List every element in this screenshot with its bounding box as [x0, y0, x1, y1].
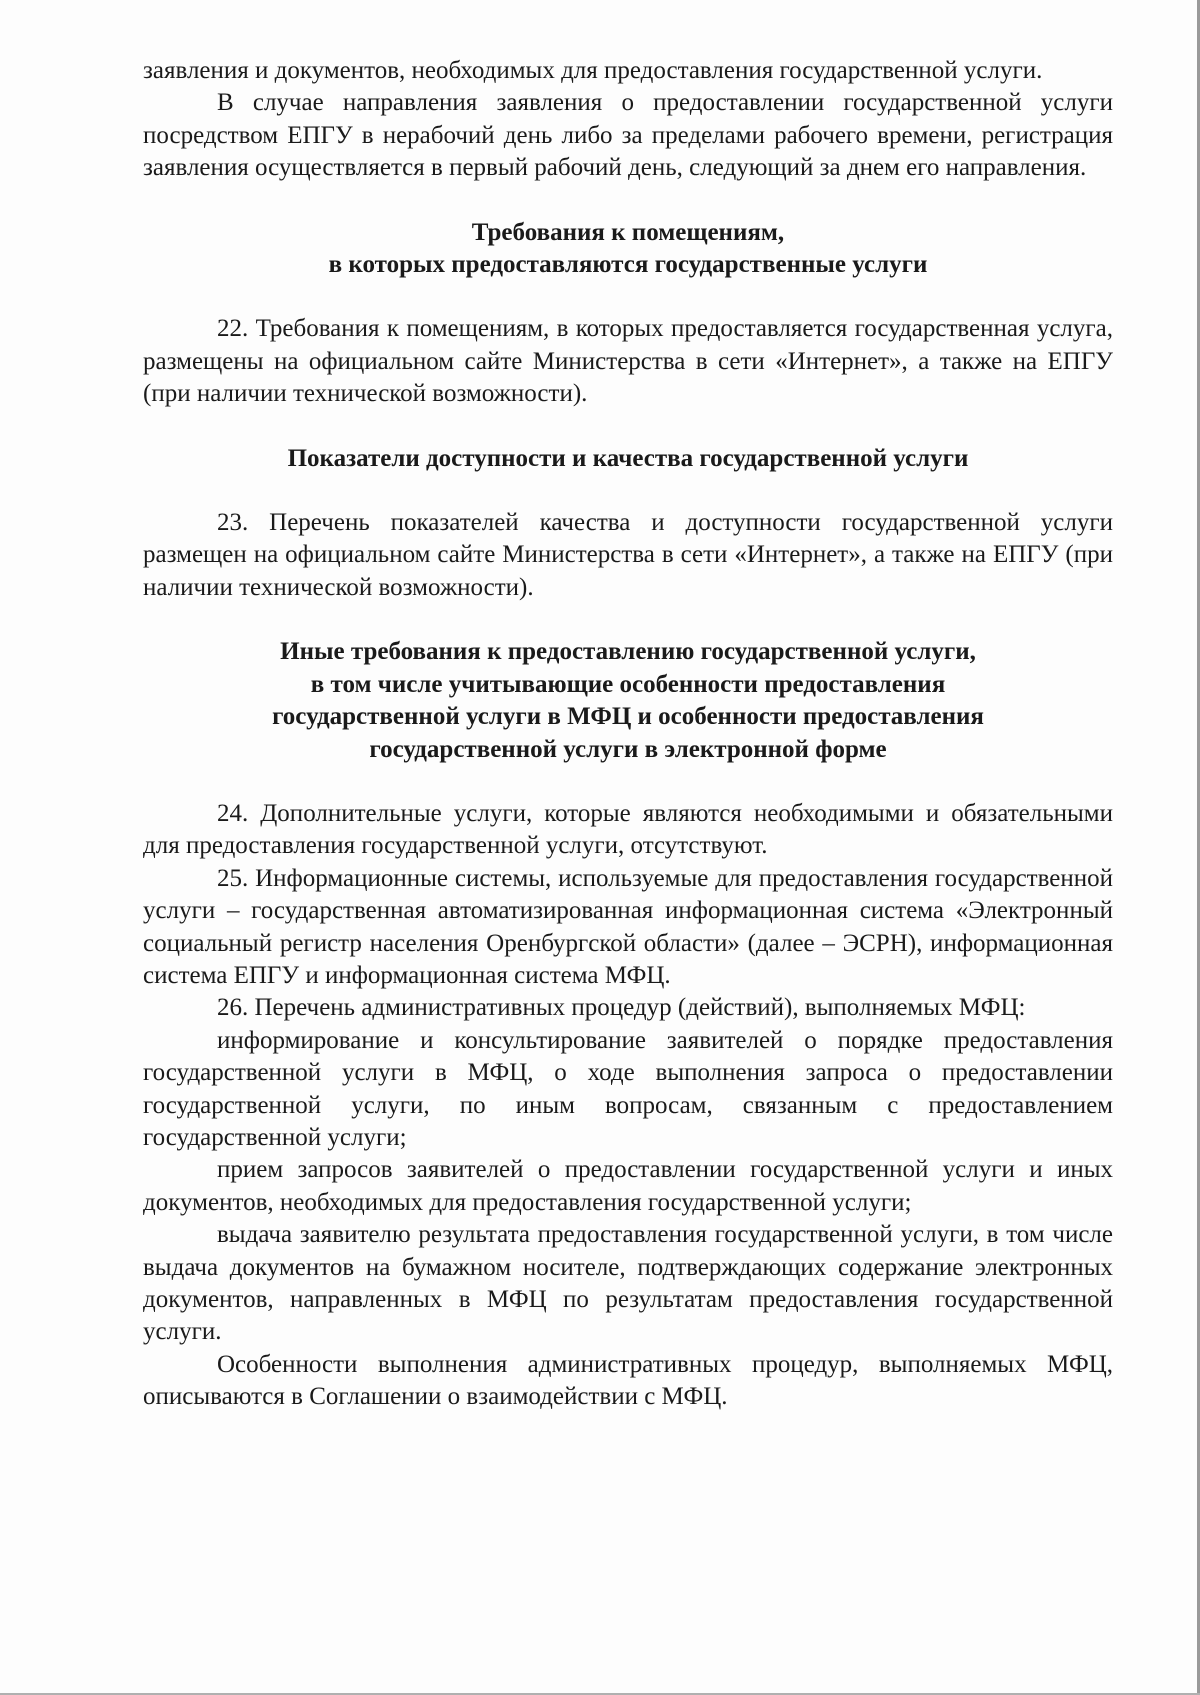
heading-premises-requirements — [143, 217, 1113, 282]
paragraph-procedure-features: Особенности выполнения административных процедур, выполняемых МФЦ, описываются в Соглашении о взаимодействии с МФЦ. — [143, 1350, 1113, 1411]
paragraph-epgu-registration: В случае направления заявления о предоставлении государственной услуги посредством ЕПГУ в нерабочий день либо за пределами рабочего времени, регистрация заявления осуществляется в первый рабочий день, следующий за днем его направления. — [143, 89, 1113, 182]
heading-other-line-3: государственной услуги в МФЦ и особенности предоставления — [272, 703, 984, 731]
paragraph-intro-tail: заявления и документов, необходимых для предоставления государственной услуги. — [143, 57, 1043, 84]
list-item-26-reception: прием запросов заявителей о предоставлении государственной услуги и иных документов, необходимых для предоставления государственной услуги; — [143, 1156, 1113, 1216]
paragraph-25: 25. Информационные системы, используемые для предоставления государственной услуги – государственная автоматизированная информационная система «Электронный социальный регистр населения Оренбургской области» (далее – ЭСРН), информационная система ЕПГУ и информационная система МФЦ. — [143, 864, 1113, 989]
heading-other-line-1: Иные требования к предоставлению государственной услуги, — [280, 638, 976, 666]
heading-other-line-4: государственной услуги в электронной форме — [369, 735, 887, 763]
heading-premises-line-2: в которых предоставляются государственные услуги — [328, 251, 928, 279]
list-item-26-issuance: выдача заявителю результата предоставления государственной услуги, в том числе выдача документов на бумажном носителе, подтверждающих содержание электронных документов, направленных в МФЦ по результатам предоставления государственной услуги. — [143, 1221, 1113, 1346]
paragraph-26: 26. Перечень административных процедур (действий), выполняемых МФЦ: — [217, 994, 1026, 1022]
list-item-26-informing: информирование и консультирование заявителей о порядке предоставления государственной услуги в МФЦ, о ходе выполнения запроса о предоставлении государственной услуги, по иным вопросам, связанным с предоставлением государственной услуги; — [143, 1026, 1113, 1151]
paragraph-22: 22. Требования к помещениям, в которых предоставляется государственная услуга, размещены на официальном сайте Министерства в сети «Интернет», а также на ЕПГУ (при наличии технической возможности). — [143, 315, 1113, 408]
heading-other-requirements — [143, 636, 1113, 766]
heading-premises-line-1: Требования к помещениям, — [471, 218, 785, 246]
document-body — [143, 55, 1113, 1414]
paragraph-24: 24. Дополнительные услуги, которые являются необходимыми и обязательными для предоставления государственной услуги, отсутствуют. — [143, 799, 1113, 860]
paragraph-23: 23. Перечень показателей качества и доступности государственной услуги размещен на официальном сайте Министерства в сети «Интернет», а также на ЕПГУ (при наличии технической возможности). — [143, 509, 1113, 601]
heading-accessibility-indicators: Показатели доступности и качества государственной услуги — [287, 444, 969, 472]
heading-other-line-2: в том числе учитывающие особенности предоставления — [310, 670, 946, 698]
